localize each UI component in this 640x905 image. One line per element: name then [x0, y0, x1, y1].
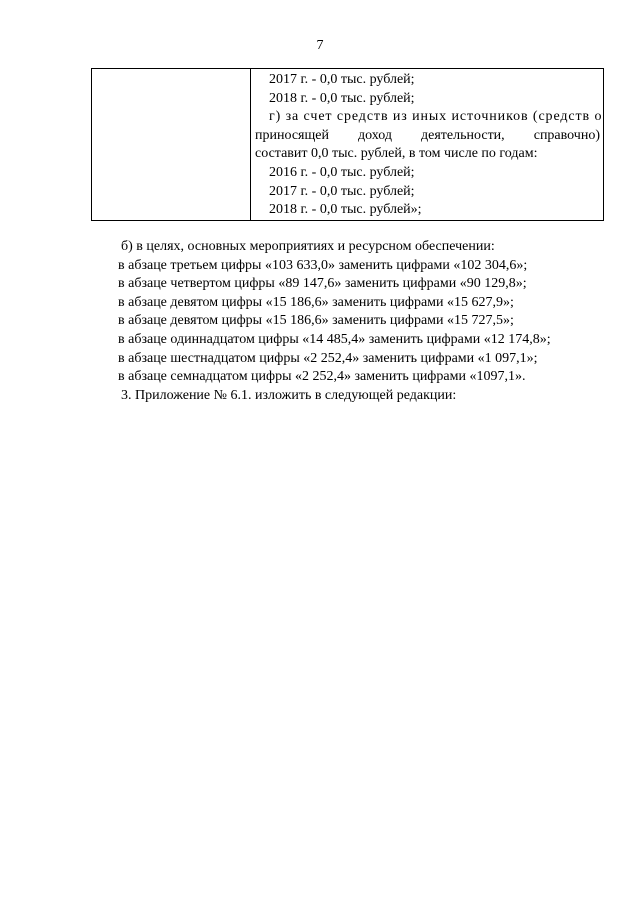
other-sources-2017: 2017 г. - 0,0 тыс. рублей; [269, 183, 415, 199]
table-right-cell [251, 69, 604, 221]
funding-line-2017: 2017 г. - 0,0 тыс. рублей; [269, 72, 415, 87]
other-sources-line-3: составит 0,0 тыс. рублей, в том числе по годам: [255, 146, 538, 162]
paragraph-line: в абзаце шестнадцатом цифры «2 252,4» заменить цифрами «1 097,1»; [118, 350, 538, 366]
paragraph-line: в абзаце одиннадцатом цифры «14 485,4» заменить цифрами «12 174,8»; [118, 331, 551, 347]
paragraph-line: в абзаце девятом цифры «15 186,6» заменить цифрами «15 727,5»; [118, 313, 514, 329]
page-number: 7 [316, 38, 324, 53]
paragraph-line: в абзаце семнадцатом цифры «2 252,4» заменить цифрами «1097,1». [118, 369, 526, 385]
funding-line-2018: 2018 г. - 0,0 тыс. рублей; [269, 90, 415, 106]
section-3-heading: 3. Приложение № 6.1. изложить в следующей редакции: [121, 387, 457, 403]
paragraph-line: в абзаце третьем цифры «103 633,0» заменить цифрами «102 304,6»; [118, 257, 528, 273]
paragraph-line: в абзаце девятом цифры «15 186,6» заменить цифрами «15 627,9»; [118, 294, 514, 310]
paragraph-b-heading: б) в целях, основных мероприятиях и ресурсном обеспечении: [121, 239, 495, 254]
other-sources-line-2: приносящей доход деятельности, справочно) [255, 127, 600, 143]
continuation-table [91, 68, 604, 221]
other-sources-2016: 2016 г. - 0,0 тыс. рублей; [269, 164, 415, 180]
amendment-text [118, 238, 618, 405]
paragraph-line: в абзаце четвертом цифры «89 147,6» заменить цифрами «90 129,8»; [118, 276, 527, 292]
other-sources-line-1: г) за счет средств из иных источников (средств о [269, 109, 603, 125]
other-sources-2018: 2018 г. - 0,0 тыс. рублей»; [269, 202, 422, 218]
table-row [92, 69, 604, 221]
table-left-cell [92, 69, 251, 221]
